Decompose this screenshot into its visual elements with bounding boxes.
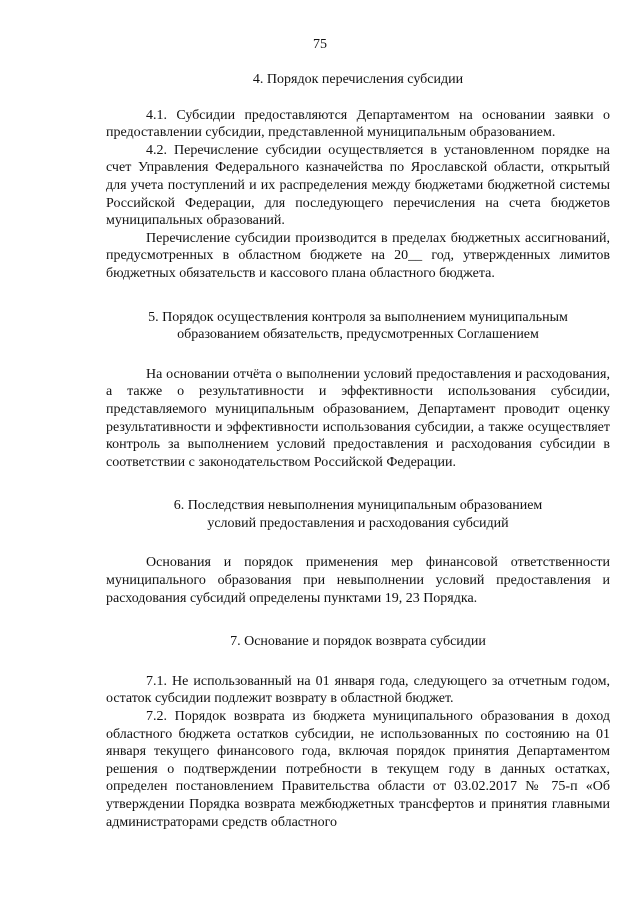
paragraph: 4.2. Перечисление субсидии осуществляется в установленном порядке на счет Управления Федерального казначейства по Ярославской области, открытый для учета поступлений и их распределения между бюджетами бюджетной системы Российской Федерации, для последующего перечисления на счета бюджетов муниципальных образований. bbox=[106, 142, 610, 229]
paragraph: 4.1. Субсидии предоставляются Департаментом на основании заявки о предоставлении субсидии, представленной муниципальным образованием. bbox=[106, 107, 610, 141]
section-heading: условий предоставления и расходования субсидий bbox=[207, 515, 509, 531]
section-heading: 4. Порядок перечисления субсидии bbox=[252, 72, 464, 87]
section-heading: 6. Последствия невыполнения муниципальным образованием bbox=[173, 498, 543, 514]
paragraph: Перечисление субсидии производится в пределах бюджетных ассигнований, предусмотренных в областном бюджете на 20__ год, утвержденных лимитов бюджетных обязательств и кассового плана областного бюджета. bbox=[106, 230, 610, 281]
paragraph: Основания и порядок применения мер финансовой ответственности муниципального образования при невыполнении условий предоставления и расходования субсидий определены пунктами 19, 23 Порядка. bbox=[106, 555, 610, 606]
section-4 bbox=[106, 71, 610, 283]
document-body bbox=[106, 71, 610, 831]
paragraph: На основании отчёта о выполнении условий предоставления и расходования, а также о результативности и эффективности использования субсидии, представляемого муниципальным образованием, Департамент проводит оценку результативности и эффективности использования субсидии, а также осуществляет контроль за выполнением условий предоставления и расходования субсидии в соответствии с законодательством Российской Федерации. bbox=[106, 366, 610, 470]
paragraph: 7.1. Не использованный на 01 января года, следующего за отчетным годом, остаток субсидии подлежит возврату в областной бюджет. bbox=[106, 673, 610, 707]
paragraph: 7.2. Порядок возврата из бюджета муниципального образования в доход областного бюджета остатков субсидии, не использованных по состоянию на 01 января текущего финансового года, включая порядок принятия Департаментом решения о подтверждении потребности в текущем году в данных остатках, определен постановлением Правительства области от 03.02.2017 № 75-п «Об утверждении Порядка возврата межбюджетных трансфертов и принятия главными администраторами средств областного bbox=[106, 709, 610, 830]
section-6 bbox=[106, 497, 610, 607]
section-heading: 5. Порядок осуществления контроля за выполнением муниципальным bbox=[148, 309, 568, 325]
section-5 bbox=[106, 309, 610, 472]
section-heading: 7. Основание и порядок возврата субсидии bbox=[230, 634, 486, 650]
section-7 bbox=[106, 633, 610, 831]
section-heading: образованием обязательств, предусмотренных Соглашением bbox=[177, 327, 539, 343]
page-number: 75 bbox=[313, 37, 327, 52]
